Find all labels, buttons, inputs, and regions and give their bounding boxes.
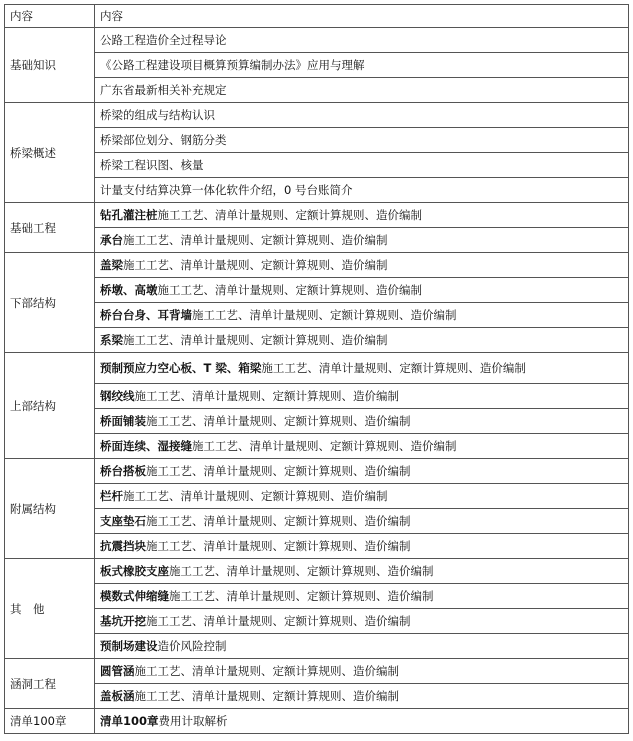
- topic-keyword: 桥台台身、耳背墙: [100, 308, 192, 322]
- topic-text: 施工工艺、清单计量规则、定额计算规则、造价编制: [123, 233, 388, 247]
- content-cell: [95, 459, 629, 484]
- topic-text: 施工工艺、清单计量规则、定额计算规则、造价编制: [146, 464, 411, 478]
- content-cell: [95, 203, 629, 228]
- table-row: [5, 434, 629, 459]
- topic-keyword: 圆管涵: [100, 664, 135, 678]
- table-row: [5, 609, 629, 634]
- content-cell: [95, 78, 629, 103]
- content-cell: [95, 684, 629, 709]
- table-row: [5, 203, 629, 228]
- topic-keyword: 模数式伸缩缝: [100, 589, 169, 603]
- table-row: [5, 303, 629, 328]
- content-cell: [95, 128, 629, 153]
- topic-keyword: 预制预应力空心板、T 梁、箱梁: [100, 361, 262, 375]
- topic-text: 计量支付结算决算一体化软件介绍，0 号台账简介: [100, 183, 353, 197]
- content-cell: [95, 303, 629, 328]
- topic-keyword: 桥墩、高墩: [100, 283, 158, 297]
- topic-keyword: 盖梁: [100, 258, 123, 272]
- category-cell: 桥梁概述: [5, 103, 95, 203]
- topic-text: 施工工艺、清单计量规则、定额计算规则、造价编制: [146, 514, 411, 528]
- topic-text: 公路工程造价全过程导论: [100, 33, 227, 47]
- category-cell: 清单100章: [5, 709, 95, 734]
- course-syllabus-table: [4, 4, 629, 734]
- topic-text: 桥梁的组成与结构认识: [100, 108, 215, 122]
- content-cell: [95, 559, 629, 584]
- content-cell: [95, 659, 629, 684]
- topic-text: 施工工艺、清单计量规则、定额计算规则、造价编制: [157, 283, 422, 297]
- table-row: [5, 534, 629, 559]
- content-cell: [95, 534, 629, 559]
- topic-keyword: 钻孔灌注桩: [100, 208, 158, 222]
- topic-keyword: 承台: [100, 233, 123, 247]
- topic-keyword: 基坑开挖: [100, 614, 146, 628]
- content-cell: [95, 28, 629, 53]
- content-cell: [95, 103, 629, 128]
- category-cell: 下部结构: [5, 253, 95, 353]
- content-cell: [95, 228, 629, 253]
- content-cell: [95, 384, 629, 409]
- table-row: [5, 634, 629, 659]
- table-row: [5, 509, 629, 534]
- category-cell: 上部结构: [5, 353, 95, 459]
- topic-text: 施工工艺、清单计量规则、定额计算规则、造价编制: [134, 689, 399, 703]
- table-row: [5, 353, 629, 384]
- syllabus-body: [5, 28, 629, 734]
- content-cell: [95, 484, 629, 509]
- content-cell: [95, 434, 629, 459]
- table-row: [5, 103, 629, 128]
- table-row: [5, 153, 629, 178]
- category-cell: 基础工程: [5, 203, 95, 253]
- topic-keyword: 系梁: [100, 333, 123, 347]
- topic-text: 造价风险控制: [157, 639, 227, 653]
- topic-text: 施工工艺、清单计量规则、定额计算规则、造价编制: [146, 539, 411, 553]
- table-row: [5, 559, 629, 584]
- topic-keyword: 预制场建设: [100, 639, 158, 653]
- content-cell: [95, 509, 629, 534]
- table-row: [5, 128, 629, 153]
- topic-text: 施工工艺、清单计量规则、定额计算规则、造价编制: [134, 389, 399, 403]
- topic-text: 施工工艺、清单计量规则、定额计算规则、造价编制: [146, 614, 411, 628]
- content-cell: [95, 153, 629, 178]
- table-row: [5, 78, 629, 103]
- table-row: [5, 684, 629, 709]
- topic-text: 费用计取解析: [158, 714, 228, 728]
- topic-text: 桥梁部位划分、钢筋分类: [100, 133, 227, 147]
- category-cell: 涵洞工程: [5, 659, 95, 709]
- topic-keyword: 抗震挡块: [100, 539, 146, 553]
- table-row: [5, 28, 629, 53]
- category-cell: 其 他: [5, 559, 95, 659]
- table-row: [5, 53, 629, 78]
- table-row: [5, 409, 629, 434]
- topic-keyword: 桥面连续、湿接缝: [100, 439, 192, 453]
- topic-text: 施工工艺、清单计量规则、定额计算规则、造价编制: [192, 439, 457, 453]
- topic-text: 广东省最新相关补充规定: [100, 83, 227, 97]
- header-content: 内容: [95, 5, 629, 28]
- table-row: [5, 278, 629, 303]
- table-row: [5, 384, 629, 409]
- topic-text: 施工工艺、清单计量规则、定额计算规则、造价编制: [157, 208, 422, 222]
- content-cell: [95, 409, 629, 434]
- table-row: [5, 228, 629, 253]
- content-cell: [95, 353, 629, 384]
- topic-keyword: 盖板涵: [100, 689, 135, 703]
- content-cell: [95, 253, 629, 278]
- content-cell: [95, 278, 629, 303]
- topic-text: 施工工艺、清单计量规则、定额计算规则、造价编制: [123, 258, 388, 272]
- topic-text: 施工工艺、清单计量规则、定额计算规则、造价编制: [192, 308, 457, 322]
- topic-keyword: 栏杆: [100, 489, 123, 503]
- table-row: [5, 659, 629, 684]
- table-row: [5, 253, 629, 278]
- topic-text: 施工工艺、清单计量规则、定额计算规则、造价编制: [134, 664, 399, 678]
- content-cell: [95, 328, 629, 353]
- header-row: [5, 5, 629, 28]
- table-row: [5, 584, 629, 609]
- table-row: [5, 178, 629, 203]
- topic-keyword: 板式橡胶支座: [100, 564, 169, 578]
- content-cell: [95, 53, 629, 78]
- category-cell: 基础知识: [5, 28, 95, 103]
- topic-keyword: 桥台搭板: [100, 464, 146, 478]
- table-row: [5, 459, 629, 484]
- content-cell: [95, 584, 629, 609]
- table-row: [5, 328, 629, 353]
- topic-text: 施工工艺、清单计量规则、定额计算规则、造价编制: [146, 414, 411, 428]
- topic-keyword: 钢绞线: [100, 389, 135, 403]
- table-row: [5, 709, 629, 734]
- header-category: 内容: [5, 5, 95, 28]
- topic-keyword: 支座垫石: [100, 514, 146, 528]
- topic-keyword: 清单100章: [100, 714, 159, 728]
- content-cell: [95, 634, 629, 659]
- topic-text: 《公路工程建设项目概算预算编制办法》应用与理解: [100, 58, 365, 72]
- category-cell: 附属结构: [5, 459, 95, 559]
- topic-text: 桥梁工程识图、核量: [100, 158, 204, 172]
- topic-keyword: 桥面铺装: [100, 414, 146, 428]
- topic-text: 施工工艺、清单计量规则、定额计算规则、造价编制: [169, 564, 434, 578]
- topic-text: 施工工艺、清单计量规则、定额计算规则、造价编制: [123, 333, 388, 347]
- table-row: [5, 484, 629, 509]
- content-cell: [95, 709, 629, 734]
- topic-text: 施工工艺、清单计量规则、定额计算规则、造价编制: [169, 589, 434, 603]
- content-cell: [95, 178, 629, 203]
- topic-text: 施工工艺、清单计量规则、定额计算规则、造价编制: [261, 361, 526, 375]
- content-cell: [95, 609, 629, 634]
- topic-text: 施工工艺、清单计量规则、定额计算规则、造价编制: [123, 489, 388, 503]
